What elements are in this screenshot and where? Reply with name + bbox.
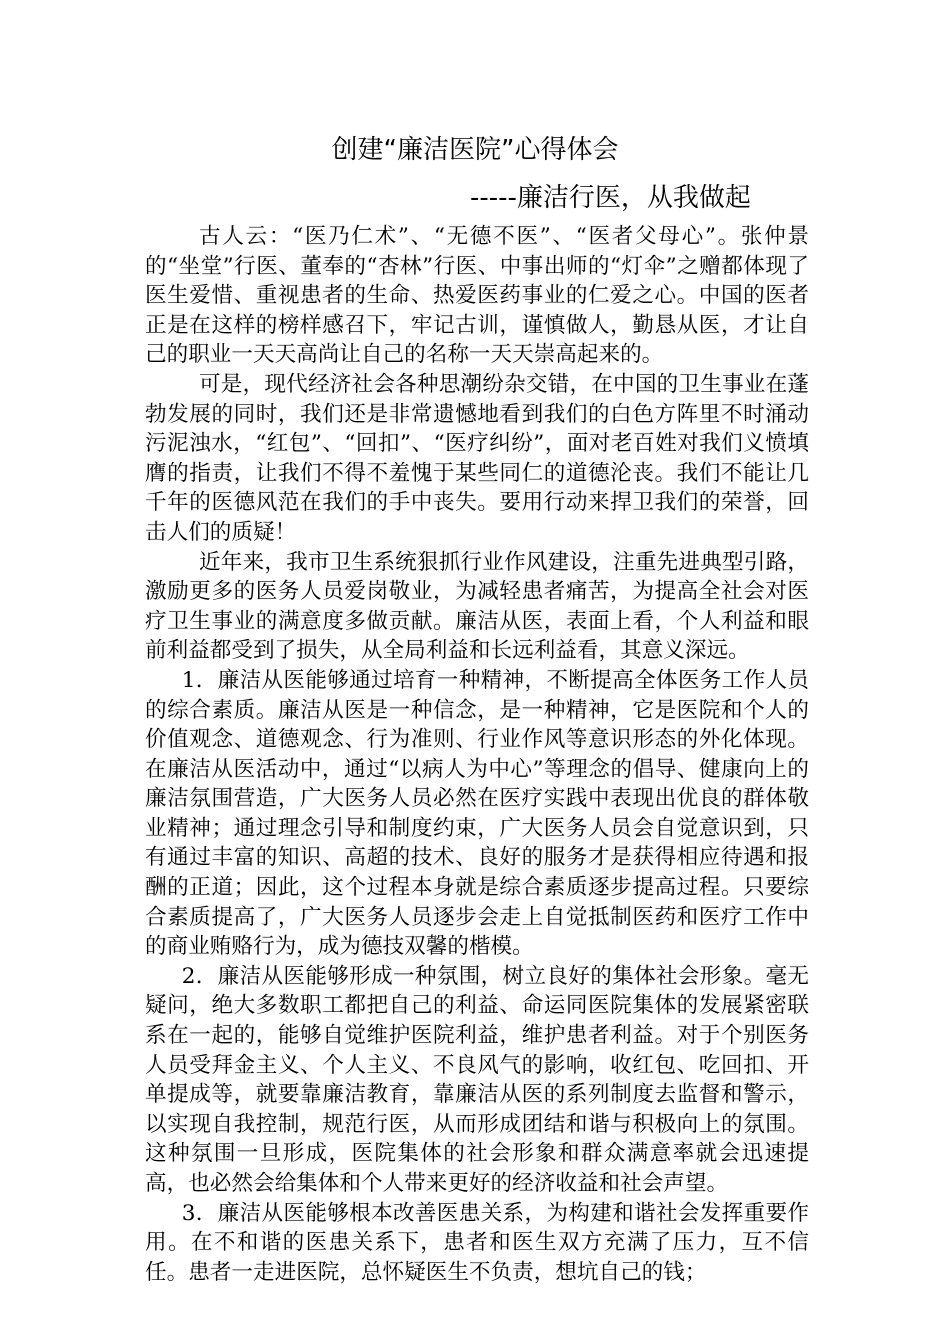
paragraph: 近年来，我市卫生系统狠抓行业作风建设，注重先进典型引路，激励更多的医务人员爱岗敬业，为减轻患者痛苦，为提高全社会对医疗卫生事业的满意度多做贡献。廉洁从医，表面上看，个人利益和眼前利益都受到了损失，从全局利益和长远利益看，其意义深远。	[145, 549, 809, 664]
numbered-paragraph: 1．廉洁从医能够通过培育一种精神，不断提高全体医务工作人员的综合素质。廉洁从医是一种信念，是一种精神，它是医院和个人的价值观念、道德观念、行为准则、行业作风等意识形态的外化体现。在廉洁从医活动中，通过“以病人为中心”等理念的倡导、健康向上的廉洁氛围营造，广大医务人员必然在医疗实践中表现出优良的群体敬业精神；通过理念引导和制度约束，广大医务人员会自觉意识到，只有通过丰富的知识、高超的技术、良好的服务才是获得相应待遇和报酬的正道；因此，这个过程本身就是综合素质逐步提高过程。只要综合素质提高了，广大医务人员逐步会走上自觉抵制医药和医疗工作中的商业贿赂行为，成为德技双馨的楷模。	[145, 667, 809, 960]
document-subtitle: -----廉洁行医，从我做起	[470, 183, 751, 213]
document-title: 创建“廉洁医院”心得体会	[331, 135, 619, 165]
document-body	[145, 222, 809, 1287]
paragraph: 古人云：“医乃仁术”、“无德不医”、“医者父母心”。张仲景的“坐堂”行医、董奉的“杏林”行医、中事出师的“灯伞”之赠都体现了医生爱惜、重视患者的生命、热爱医药事业的仁爱之心。中国的医者正是在这样的榜样感召下，牢记古训，谨慎做人，勤恳从医，才让自己的职业一天天高尚让自己的名称一天天崇高起来的。	[145, 224, 809, 368]
numbered-paragraph: 3．廉洁从医能够根本改善医患关系，为构建和谐社会发挥重要作用。在不和谐的医患关系下，患者和医生双方充满了压力，互不信任。患者一走进医院，总怀疑医生不负责，想坑自己的钱；	[145, 1200, 809, 1285]
numbered-paragraph: 2．廉洁从医能够形成一种氛围，树立良好的集体社会形象。毫无疑问，绝大多数职工都把自己的利益、命运同医院集体的发展紧密联系在一起的，能够自觉维护医院利益，维护患者利益。对于个别医务人员受拜金主义、个人主义、不良风气的影响，收红包、吃回扣、开单提成等，就要靠廉洁教育，靠廉洁从医的系列制度去监督和警示，以实现自我控制，规范行医，从而形成团结和谐与积极向上的氛围。这种氛围一旦形成，医院集体的社会形象和群众满意率就会迅速提高，也必然会给集体和个人带来更好的经济收益和社会声望。	[145, 963, 809, 1196]
paragraph: 可是，现代经济社会各种思潮纷杂交错，在中国的卫生事业在蓬勃发展的同时，我们还是非常遗憾地看到我们的白色方阵里不时涌动污泥浊水，“红包”、“回扣”、“医疗纠纷”，面对老百姓对我们义愤填膺的指责，让我们不得不羞愧于某些同仁的道德沦丧。我们不能让几千年的医德风范在我们的手中丧失。要用行动来捍卫我们的荣誉，回击人们的质疑！	[145, 371, 809, 545]
